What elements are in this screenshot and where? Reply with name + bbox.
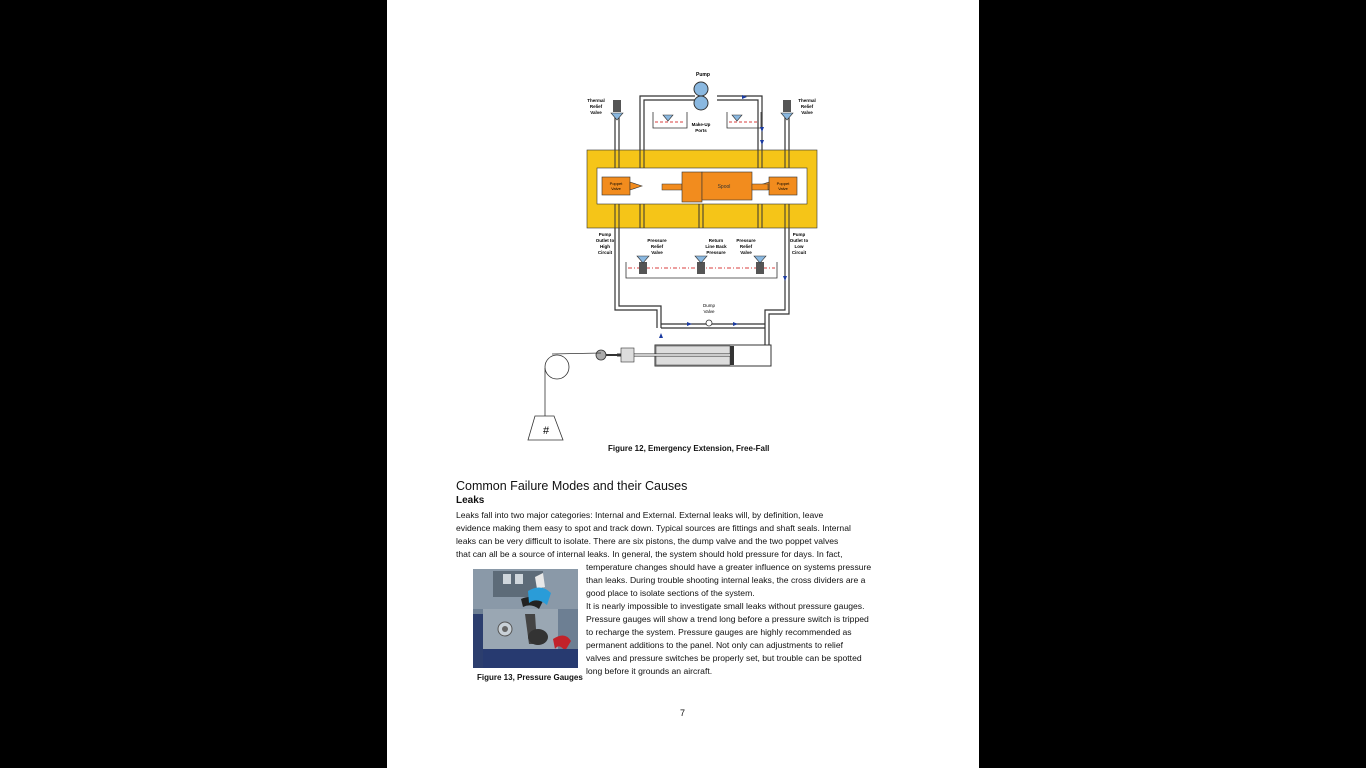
paragraph-full-width (456, 509, 851, 561)
pump-label: Pump (696, 72, 710, 78)
figure-12-caption: Figure 12, Emergency Extension, Free-Fall (608, 444, 770, 453)
paragraph-line: long before it grounds an aircraft. (586, 666, 713, 676)
thermal-left-2: Relief (589, 104, 603, 109)
outlet-low-4: Circuit (791, 250, 807, 255)
paragraph-line: temperature changes should have a greater influence on systems pressure (586, 562, 872, 572)
poppet-left-1: Poppet (609, 181, 623, 186)
page-number: 7 (680, 708, 686, 718)
thermal-spring-right (783, 100, 791, 112)
dump-1: Dump (702, 303, 716, 308)
thermal-left-3: Valve (590, 110, 602, 115)
paragraph-line: permanent additions to the panel. Not only can adjustments to relief (586, 640, 844, 650)
outlet-high-1: Pump (598, 232, 612, 237)
paragraph-line: to recharge the system. Pressure gauges are highly recommended as (586, 627, 852, 637)
hydraulic-diagram (387, 0, 979, 460)
outlet-low-3: Low (794, 244, 804, 249)
pulley (545, 355, 569, 379)
thermal-left-1: Thermal (587, 98, 605, 103)
prv-right-3: Valve (740, 250, 752, 255)
prv-left-1: Pressure (647, 238, 667, 243)
prv-left-3: Valve (651, 250, 663, 255)
return-2: Line Back (705, 244, 727, 249)
paragraph-line: good place to isolate sections of the system. (586, 588, 755, 598)
spool-label: Spool (717, 184, 731, 190)
thermal-right-2: Relief (800, 104, 814, 109)
outlet-low-1: Pump (792, 232, 806, 237)
document-page (387, 0, 979, 768)
paragraph-line: Leaks fall into two major categories: Internal and External. External leaks will, by definition, leave (456, 510, 824, 520)
paragraph-line: that can all be a source of internal leaks. In general, the system should hold pressure for days. In fact, (456, 549, 843, 559)
paragraph-line: valves and pressure switches be properly set, but trouble can be spotted (586, 653, 862, 663)
pump-gear-top (694, 82, 708, 96)
prv-left-2: Relief (650, 244, 664, 249)
outlet-low-2: Outlet to (789, 238, 809, 243)
prv-right-2: Relief (739, 244, 753, 249)
outlet-high-4: Circuit (597, 250, 613, 255)
outlet-high-2: Outlet to (595, 238, 615, 243)
paragraph-line: leaks can be very difficult to isolate. There are six pistons, the dump valve and the two poppet valves (456, 536, 839, 546)
figure-13-caption: Figure 13, Pressure Gauges (477, 673, 583, 682)
prv-right-1: Pressure (736, 238, 756, 243)
paragraph-line: Pressure gauges will show a trend long before a pressure switch is tripped (586, 614, 869, 624)
paragraph-line: It is nearly impossible to investigate small leaks without pressure gauges. (586, 601, 865, 611)
section-subtitle: Leaks (456, 495, 485, 506)
pressure-gauges-photo (473, 569, 578, 668)
dump-2: Valve (703, 309, 715, 314)
poppet-left-2: Valve (611, 186, 621, 191)
paragraph-line: evidence making them easy to spot and track down. Typical sources are fittings and shaft seals. Internal (456, 523, 851, 533)
poppet-right-2: Valve (778, 186, 788, 191)
paragraph-line: than leaks. During trouble shooting internal leaks, the cross dividers are a (586, 575, 866, 585)
paragraph-wrapped (586, 561, 871, 678)
spool-land-left (682, 172, 702, 202)
outlet-high-3: High (600, 244, 610, 249)
thermal-right-1: Thermal (798, 98, 816, 103)
weight-symbol: # (542, 425, 550, 437)
makeup-label-2: Ports (695, 128, 707, 133)
dump-valve (706, 320, 712, 326)
poppet-right-1: Poppet (776, 181, 790, 186)
makeup-label-1: Make-Up (691, 122, 711, 127)
return-3: Pressure (706, 250, 726, 255)
return-1: Return (708, 238, 724, 243)
thermal-right-3: Valve (801, 110, 813, 115)
section-title: Common Failure Modes and their Causes (456, 479, 688, 493)
thermal-spring-left (613, 100, 621, 112)
pump-gear-bottom (694, 96, 708, 110)
